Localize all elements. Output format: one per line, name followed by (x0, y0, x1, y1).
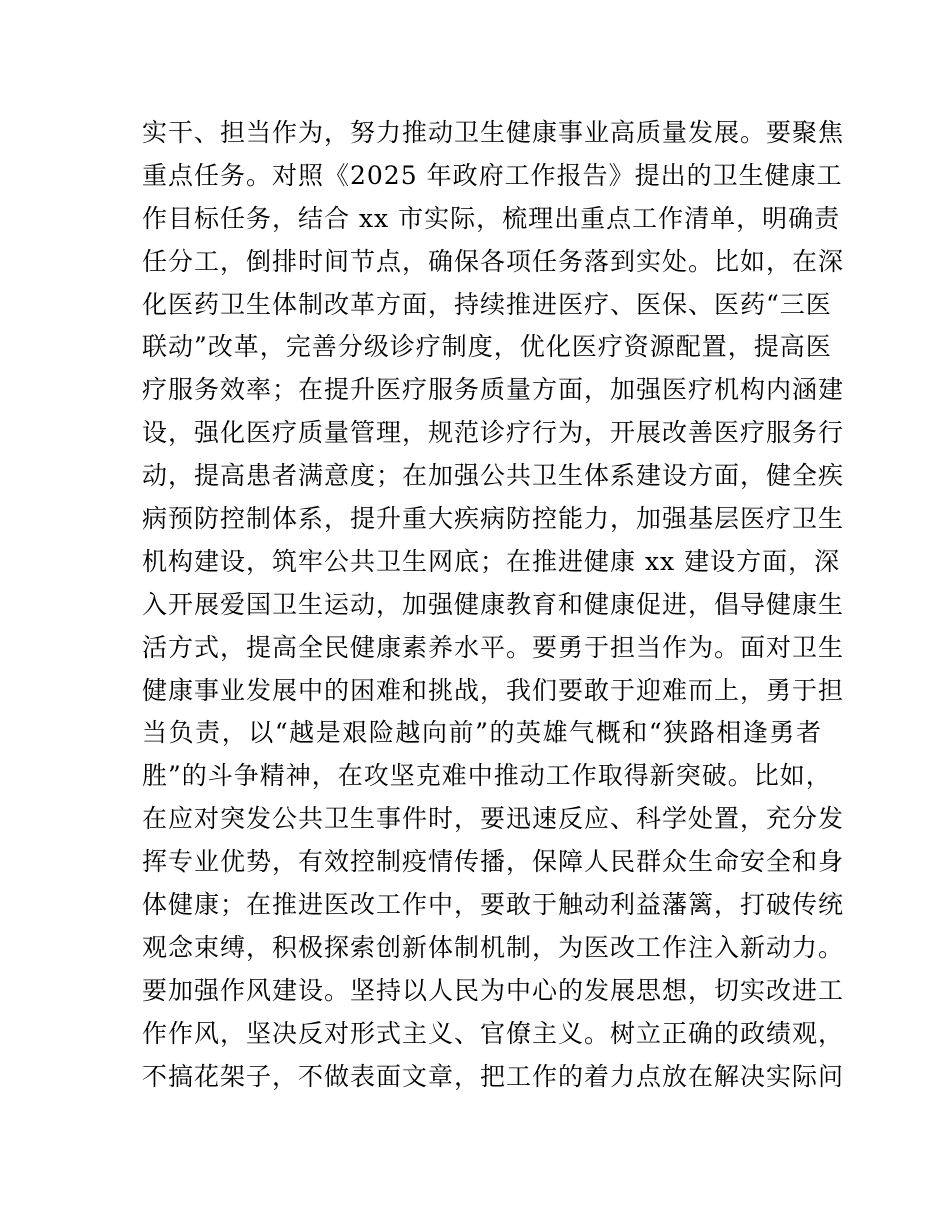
text-line: 挥专业优势，有效控制疫情传播，保障人民群众生命安全和身 (142, 847, 845, 877)
text-line: 作目标任务，结合 xx 市实际，梳理出重点工作清单，明确责 (142, 203, 841, 233)
text-line: 疗服务效率；在提升医疗服务质量方面，加强医疗机构内涵建 (142, 375, 845, 405)
text-line: 健康事业发展中的困难和挑战，我们要敢于迎难而上，勇于担 (142, 675, 845, 705)
text-line: 任分工，倒排时间节点，确保各项任务落到实处。比如，在深 (142, 246, 845, 276)
text-line: 设，强化医疗质量管理，规范诊疗行为，开展改善医疗服务行 (142, 418, 845, 448)
text-line: 化医药卫生体制改革方面，持续推进医疗、医保、医药“三医 (142, 289, 832, 319)
text-line: 不搞花架子，不做表面文章，把工作的着力点放在解决实际问 (142, 1061, 845, 1091)
text-line: 实干、担当作为，努力推动卫生健康事业高质量发展。要聚焦 (142, 118, 845, 147)
text-line: 作作风，坚决反对形式主义、官僚主义。树立正确的政绩观， (142, 1018, 845, 1048)
text-line: 活方式，提高全民健康素养水平。要勇于担当作为。面对卫生 (142, 632, 845, 662)
body-paragraph (142, 112, 845, 1098)
text-line: 体健康；在推进医改工作中，要敢于触动利益藩篱，打破传统 (142, 890, 845, 920)
text-line: 入开展爱国卫生运动，加强健康教育和健康促进，倡导健康生 (142, 589, 845, 619)
text-line: 机构建设，筑牢公共卫生网底；在推进健康 xx 建设方面，深 (142, 546, 841, 576)
text-line: 病预防控制体系，提升重大疾病防控能力，加强基层医疗卫生 (142, 504, 845, 534)
text-line: 重点任务。对照《2025 年政府工作报告》提出的卫生健康工 (142, 160, 843, 190)
text-line: 动，提高患者满意度；在加强公共卫生体系建设方面，健全疾 (142, 461, 845, 491)
text-line: 胜”的斗争精神，在攻坚克难中推动工作取得新突破。比如， (142, 761, 832, 791)
text-line: 联动”改革，完善分级诊疗制度，优化医疗资源配置，提高医 (142, 332, 832, 362)
text-line: 当负责，以“越是艰险越向前”的英雄气概和“狭路相逢勇者 (142, 718, 822, 748)
text-line: 观念束缚，积极探索创新体制机制，为医改工作注入新动力。 (142, 932, 845, 962)
text-line: 要加强作风建设。坚持以人民为中心的发展思想，切实改进工 (142, 975, 845, 1005)
text-line: 在应对突发公共卫生事件时，要迅速反应、科学处置，充分发 (142, 804, 845, 834)
